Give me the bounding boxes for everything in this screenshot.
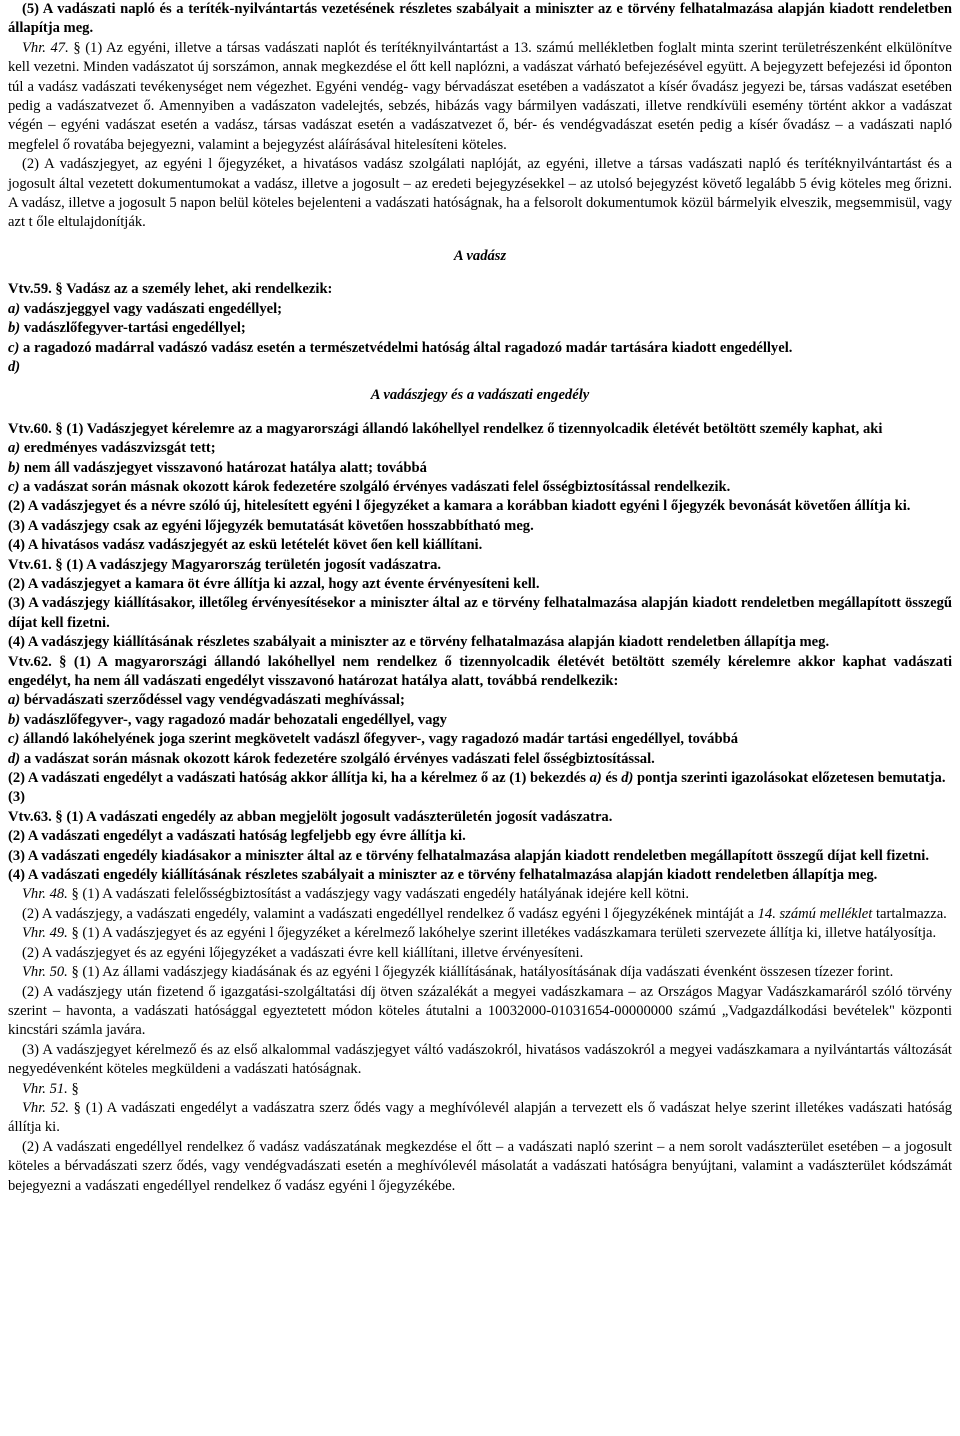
text-run: a vadászat során másnak okozott károk fedezetére szolgáló érvényes vadászati felel ősségbiztosítással rendelkezik. xyxy=(19,478,731,495)
text-run: § (1) Az állami vadászjegy kiadásának és az egyéni l őjegyzék kiállításának, hatályosításának díja vadászati évenként összesen tízezer forint. xyxy=(67,964,894,981)
text-run: (2) A vadászjegyet, az egyéni l őjegyzéket, a hivatásos vadász szolgálati naplóját, az egyéni, illetve a társas vadászati napló és terítéknyilvántartást és a jogosult által vezetett dokumentumokat a vadász, illetve a jogosult – az eredeti bejegyzésekkel – az utolsó bejegyzést követő legalább 5 évig köteles meg őrizni. A vadász, illetve a jogosult 5 napon belül köteles bejelenteni a vadászati hatóságnak, ha a felsorolt dokumentumok közül bármelyik elveszik, megsemmisül, vagy azt t őle eltulajdonítják. xyxy=(8,156,952,231)
text-run: (4) A hivatásos vadász vadászjegyét az eskü letételét követ ően kell kiállítani. xyxy=(8,537,483,554)
text-run: A vadász xyxy=(453,247,507,264)
spacer xyxy=(8,406,952,420)
text-run: (2) A vadászjegy után fizetend ő igazgatási-szolgáltatási díj ötven százalékát a megyei vadászkamara – az Országos Magyar Vadászkamaráról szóló törvény szerint – havonta, a vadászati hatósággal egyeztetett módon köteles átutalni a 10032000-01031654-00000000 számú „Vadgazdálkodási bevételek" központi kincstári számla javára. xyxy=(8,983,952,1039)
text-run: (4) A vadászati engedély kiállításának részletes szabályait a miniszter az e törvény felhatalmazása alapján kiadott rendeletben állapítja meg. xyxy=(8,867,878,884)
text-run: vadászjeggyel vagy vadászati engedéllyel; xyxy=(20,300,283,317)
paragraph xyxy=(8,517,952,536)
text-run: (2) A vadászati engedélyt a vadászati hatóság legfeljebb egy évre állítja ki. xyxy=(8,828,466,845)
text-run: a) xyxy=(589,770,602,787)
paragraph xyxy=(8,963,952,982)
text-run: Vhr. 49. xyxy=(22,925,68,942)
text-run: vadászlőfegyver-tartási engedéllyel; xyxy=(20,320,246,337)
text-run: a) xyxy=(8,300,21,317)
text-run: A vadászjegy és a vadászati engedély xyxy=(370,387,590,404)
text-run: c) xyxy=(8,478,20,495)
text-run: c) xyxy=(8,731,20,748)
text-run: (3) A vadászjegyet kérelmező és az első alkalommal vadászjegyet váltó vadászokról, hivatásos vadászokról a megyei vadászkamara a nyilvántartás változását negyedévenként köteles megküldeni a vadászati hatóságnak. xyxy=(8,1041,952,1078)
paragraph xyxy=(8,439,952,458)
text-run: Vhr. 47. xyxy=(22,39,69,56)
text-run: és xyxy=(601,770,622,787)
text-run: (2) A vadászjegyet a kamara öt évre állítja ki azzal, hogy azt évente érvényesíteni kell. xyxy=(8,575,540,592)
text-run: § (1) A vadászati felelősségbiztosítást a vadászjegy vagy vadászati engedély hatályának idejére kell kötni. xyxy=(67,886,690,903)
text-run: nem áll vadászjegyet visszavonó határozat hatálya alatt; továbbá xyxy=(20,459,427,476)
text-run: (3) xyxy=(8,789,26,806)
text-run: (2) A vadászati engedélyt a vadászati hatóság akkor állítja ki, ha a kérelmez ő az (1) bekezdés xyxy=(8,770,590,787)
text-run: Vhr. 52. xyxy=(22,1099,69,1116)
paragraph xyxy=(8,633,952,652)
text-run: (2) A vadászjegy, a vadászati engedély, valamint a vadászati engedéllyel rendelkez ő vadász egyéni l őjegyzékének mintáját a xyxy=(22,905,758,922)
text-run: a) xyxy=(8,440,21,457)
text-run: (2) A vadászjegyet és a névre szóló új, hitelesített egyéni l őjegyzéket a kamara a korábban kiadott egyéni l őjegyzék bevonását követően állítja ki. xyxy=(8,498,911,515)
paragraph xyxy=(8,885,952,904)
spacer xyxy=(8,266,952,280)
text-run: vadászlőfegyver-, vagy ragadozó madár behozatali engedéllyel, vagy xyxy=(20,711,447,728)
text-run: a ragadozó madárral vadászó vadász esetén a természetvédelmi hatóság által ragadozó madár tartására kiadott engedéllyel. xyxy=(19,339,793,356)
paragraph xyxy=(8,594,952,633)
paragraph xyxy=(8,788,952,807)
paragraph xyxy=(8,358,952,377)
paragraph xyxy=(8,866,952,885)
text-run: pontja szerinti igazolásokat előzetesen bemutatja. xyxy=(633,770,946,787)
text-run: Vtv.63. § (1) A vadászati engedély az abban megjelölt jogosult vadászterületén jogosít vadászatra. xyxy=(8,808,613,825)
section-heading xyxy=(8,386,952,405)
paragraph xyxy=(8,0,952,39)
text-run: b) xyxy=(8,711,21,728)
text-run: § (1) Az egyéni, illetve a társas vadászati naplót és terítéknyilvántartást a 13. számú mellékletben foglalt minta szerint területrészenként elkülönítve kell vezetni. Minden vadászatot új sorszámon, annak megkezdése el őtt kell naplózni, a vadászat várható befejezésével együtt. A bejegyzett befejezési id őponton túl a vadász vadászati tevékenységet nem végezhet. Egyéni vendég- vagy bérvadászat esetében a vadászatot a kísér ővadász jegyezi be, társas vadászat esetében pedig a vadászatvezet ő. Amennyiben a vadászaton vadelejtés, sebzés, hibázás vagy bármilyen vadászati, illetve rendkívüli esemény történt akkor a vadászat végén – egyéni vadászat esetén a vadász, társas vadászat esetén a vadászatvezet ő, bér- és vendégvadászat esetén pedig a kísér ővadász – a vadászati napló megfelel ő rovatába bejegyezni, valamint a bejegyzést aláírásával hitelesíteni köteles. xyxy=(8,39,953,153)
text-run: b) xyxy=(8,320,21,337)
paragraph xyxy=(8,39,952,155)
paragraph xyxy=(8,536,952,555)
text-run: (4) A vadászjegy kiállításának részletes szabályait a miniszter az e törvény felhatalmazása alapján kiadott rendeletben állapítja meg. xyxy=(8,634,830,651)
paragraph xyxy=(8,711,952,730)
text-run: Vhr. 51. xyxy=(22,1080,68,1097)
text-run: (5) A vadászati napló és a teríték-nyilvántartás vezetésének részletes szabályait a miniszter az e törvény felhatalmazása alapján kiadott rendeletben állapítja meg. xyxy=(8,1,952,37)
paragraph xyxy=(8,808,952,827)
text-run: állandó lakóhelyének joga szerint megkövetelt vadászl őfegyver-, vagy ragadozó madár tartási engedéllyel, továbbá xyxy=(19,731,739,748)
text-run: Vtv.61. § (1) A vadászjegy Magyarország területén jogosít vadászatra. xyxy=(8,556,442,573)
spacer xyxy=(8,377,952,386)
paragraph xyxy=(8,556,952,575)
paragraph xyxy=(8,300,952,319)
paragraph xyxy=(8,478,952,497)
paragraph xyxy=(8,497,952,516)
text-run: § (1) A vadászati engedélyt a vadászatra szerz ődés vagy a meghívólevél alapján a tervezett els ő vadászat helye szerint illetékes vadászati hatóság állítja ki. xyxy=(8,1099,952,1136)
paragraph xyxy=(8,983,952,1041)
text-run: (3) A vadászati engedély kiadásakor a miniszter által az e törvény felhatalmazása alapján kiadott rendeletben megállapított összegű díjat kell fizetni. xyxy=(8,847,929,864)
paragraph xyxy=(8,1041,952,1080)
paragraph xyxy=(8,847,952,866)
paragraph xyxy=(8,750,952,769)
paragraph xyxy=(8,575,952,594)
text-run: § xyxy=(67,1080,79,1097)
paragraph xyxy=(8,944,952,963)
text-run: a vadászat során másnak okozott károk fedezetére szolgáló érvényes vadászati felel ősségbiztosítással. xyxy=(20,750,655,767)
paragraph xyxy=(8,691,952,710)
text-run: c) xyxy=(8,339,20,356)
text-run: d) xyxy=(8,750,21,767)
paragraph xyxy=(8,339,952,358)
spacer xyxy=(8,233,952,247)
text-run: Vtv.62. § (1) A magyarországi állandó lakóhellyel nem rendelkez ő tizennyolcadik életévét betöltött személy kérelemre akkor kaphat vadászati engedélyt, ha nem áll vadászati engedélyt visszavonó határozat hatálya alatt, továbbá rendelkezik: xyxy=(8,653,952,689)
paragraph xyxy=(8,459,952,478)
text-run: d) xyxy=(8,358,21,375)
text-run: bérvadászati szerződéssel vagy vendégvadászati meghívással; xyxy=(20,692,405,709)
paragraph xyxy=(8,905,952,924)
section-heading xyxy=(8,247,952,266)
paragraph xyxy=(8,827,952,846)
paragraph xyxy=(8,653,952,692)
text-run: (3) A vadászjegy csak az egyéni lőjegyzék bemutatását követően hosszabbítható meg. xyxy=(8,517,534,534)
text-run: a) xyxy=(8,692,21,709)
paragraph xyxy=(8,1138,952,1196)
text-run: (3) A vadászjegy kiállításakor, illetőleg érvényesítésekor a miniszter által az e törvény felhatalmazása alapján kiadott rendeletben megállapított összegű díjat kell fizetni. xyxy=(8,595,952,631)
text-run: (2) A vadászjegyet és az egyéni lőjegyzéket a vadászati évre kell kiállítani, illetve érvényesíteni. xyxy=(22,944,584,961)
paragraph xyxy=(8,1080,952,1099)
text-run: Vhr. 48. xyxy=(22,886,68,903)
paragraph xyxy=(8,155,952,233)
text-run: § (1) A vadászjegyet és az egyéni l őjegyzéket a kérelmező lakóhelye szerint illetékes vadászkamara területi szervezete állítja ki, illetve hatályosítja. xyxy=(67,925,937,942)
text-run: tartalmazza. xyxy=(872,905,947,922)
paragraph xyxy=(8,319,952,338)
text-run: (2) A vadászati engedéllyel rendelkez ő vadász vadászatának megkezdése el őtt – a vadászati napló szerint – a nem sorolt vadászterület esetében – a jogosult köteles a bérvadászati szerz ődés, vagy vendégvadászati esetén a meghívólevél másolatát a vadászati hatóságra benyújtani, valamint a vadászterület kódszámát bejegyezni a vadászati engedéllyel rendelkez ő vadász egyéni l őjegyzékébe. xyxy=(8,1138,952,1194)
text-run: Vtv.60. § (1) Vadászjegyet kérelemre az a magyarországi állandó lakóhellyel rendelkez ő tizennyolcadik életévét betöltött személy kaphat, aki xyxy=(8,420,883,437)
paragraph xyxy=(8,280,952,299)
text-run: d) xyxy=(621,770,634,787)
paragraph xyxy=(8,420,952,439)
paragraph xyxy=(8,769,952,788)
text-run: Vhr. 50. xyxy=(22,964,68,981)
paragraph xyxy=(8,730,952,749)
text-run: b) xyxy=(8,459,21,476)
paragraph xyxy=(8,1099,952,1138)
text-run: 14. számú melléklet xyxy=(757,905,873,922)
text-run: eredményes vadászvizsgát tett; xyxy=(20,440,216,457)
paragraph xyxy=(8,924,952,943)
text-run: Vtv.59. § Vadász az a személy lehet, aki rendelkezik: xyxy=(8,281,333,298)
